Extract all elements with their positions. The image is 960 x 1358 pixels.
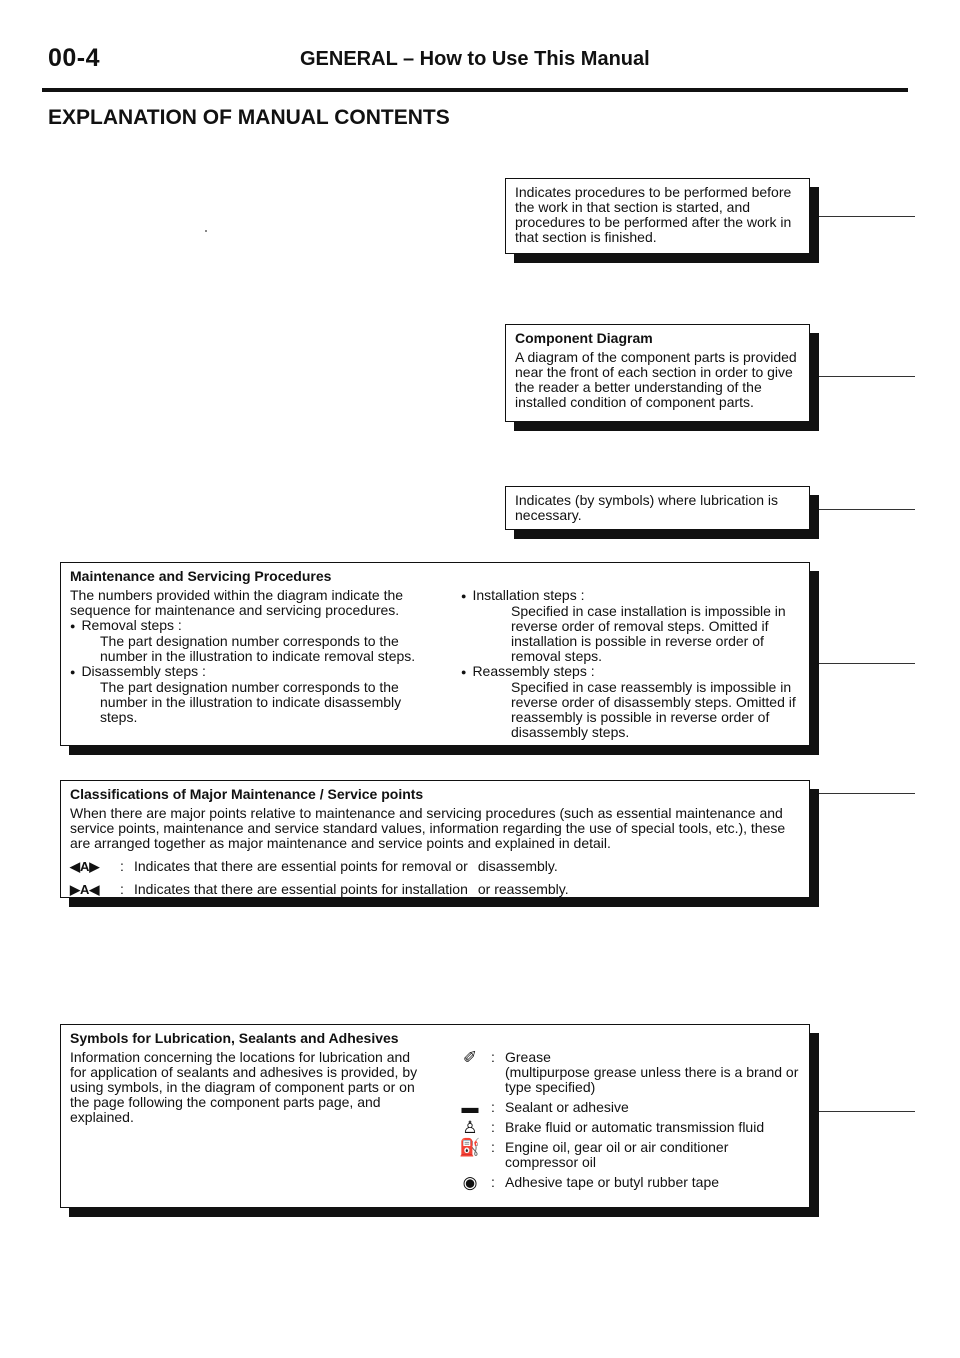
procedures-note-box — [505, 178, 810, 254]
major-service-points-text: When there are major points relative to maintenance and servicing procedures (such as essential maintenance and service points, maintenance and service standard values, information regarding the use of special tools, etc.), these are arranged together as major maintenance and service points and explained in detail. — [70, 805, 786, 851]
colon: : — [120, 881, 124, 897]
page-title: GENERAL – How to Use This Manual — [300, 48, 650, 70]
component-diagram-text: A diagram of the component parts is provided near the front of each section in order to give the reader a better understanding of the installed condition of component parts. — [515, 349, 797, 410]
maintenance-procedures-title: Maintenance and Servicing Procedures — [70, 568, 332, 584]
leader-line — [819, 793, 915, 794]
oil-can-icon: ⛽ — [459, 1138, 481, 1157]
header-rule — [42, 88, 908, 92]
installation-point-symbol: ▶A◀ — [70, 882, 100, 897]
symbol-label: Adhesive tape or butyl rubber tape — [505, 1174, 720, 1190]
tape-roll-icon: ◉ — [462, 1173, 478, 1192]
installation-point-text: Indicates that there are essential points for installation — [134, 881, 468, 897]
removal-steps-text: The part designation number corresponds to the number in the illustration to indicate removal steps. — [100, 633, 416, 664]
symbol-label: Engine oil, gear oil or air conditioner compressor oil — [505, 1139, 729, 1170]
symbol-label: Brake fluid or automatic transmission fluid — [505, 1119, 765, 1135]
disassembly-steps-text: The part designation number corresponds to the number in the illustration to indicate disassembly steps. — [100, 679, 402, 725]
removal-steps-label: ● Removal steps : — [70, 618, 423, 634]
colon: : — [491, 1119, 495, 1135]
symbol-row-sealant — [449, 1100, 800, 1115]
symbol-label: Sealant or adhesive — [505, 1099, 629, 1115]
colon: : — [491, 1174, 495, 1190]
symbol-sublabel: (multipurpose grease unless there is a brand or type specified) — [505, 1064, 799, 1095]
major-service-points-title: Classifications of Major Maintenance / Service points — [70, 786, 424, 802]
colon: : — [491, 1049, 495, 1065]
lubrication-note-box — [505, 486, 810, 530]
symbol-row-oil — [449, 1140, 800, 1170]
sealant-tube-icon: ▬ — [461, 1098, 479, 1117]
lubrication-symbols-box — [60, 1024, 810, 1208]
maintenance-intro: The numbers provided within the diagram indicate the sequence for maintenance and servicing procedures. — [70, 587, 404, 618]
leader-line — [819, 663, 915, 664]
section-heading: EXPLANATION OF MANUAL CONTENTS — [48, 106, 450, 129]
major-service-points-box — [60, 780, 810, 898]
removal-point-text-cont: disassembly. — [477, 858, 558, 874]
brake-fluid-bottle-icon: ♙ — [462, 1118, 478, 1137]
leader-line — [819, 1111, 915, 1112]
installation-point-text-cont: or reassembly. — [477, 881, 569, 897]
symbol-row-grease — [449, 1050, 800, 1095]
symbol-label: Grease — [505, 1049, 551, 1065]
disassembly-steps-label: ● Disassembly steps : — [70, 664, 423, 680]
reassembly-steps-label: ● Reassembly steps : — [447, 664, 800, 680]
installation-steps-label: ● Installation steps : — [447, 588, 800, 604]
grease-gun-icon: ✐ — [462, 1048, 478, 1067]
component-diagram-box — [505, 324, 810, 422]
leader-line — [819, 376, 915, 377]
lubrication-symbols-text: Information concerning the locations for lubrication and for application of sealants and adhesives is provided, by using symbols, in the diagram of component parts or on the page following the component parts page, and explained. — [70, 1049, 418, 1125]
leader-line — [819, 509, 915, 510]
leader-line — [819, 216, 915, 217]
colon: : — [491, 1099, 495, 1115]
reassembly-steps-text: Specified in case reassembly is impossible in reverse order of disassembly steps. Omitted if reassembly is possible in reverse order of disassembly steps. — [511, 679, 796, 740]
installation-steps-text: Specified in case installation is impossible in reverse order of removal steps. Omitted if installation is possible in reverse order of removal steps. — [511, 603, 786, 664]
symbol-row-tape — [449, 1175, 800, 1190]
component-diagram-title: Component Diagram — [515, 330, 653, 346]
colon: : — [491, 1139, 495, 1155]
page-number: 00-4 — [48, 44, 101, 72]
lubrication-note-text: Indicates (by symbols) where lubrication is necessary. — [515, 492, 778, 523]
lubrication-symbol-list — [449, 1050, 800, 1195]
removal-point-symbol: ◀A▶ — [70, 859, 100, 874]
speck — [205, 230, 207, 232]
removal-point-text: Indicates that there are essential points for removal or — [134, 858, 468, 874]
lubrication-symbols-title: Symbols for Lubrication, Sealants and Adhesives — [70, 1030, 399, 1046]
maintenance-procedures-box — [60, 562, 810, 746]
procedures-note-text: Indicates procedures to be performed before the work in that section is started, and procedures to be performed after the work in that section is finished. — [515, 184, 792, 245]
colon: : — [120, 858, 124, 874]
symbol-row-brake-fluid — [449, 1120, 800, 1135]
